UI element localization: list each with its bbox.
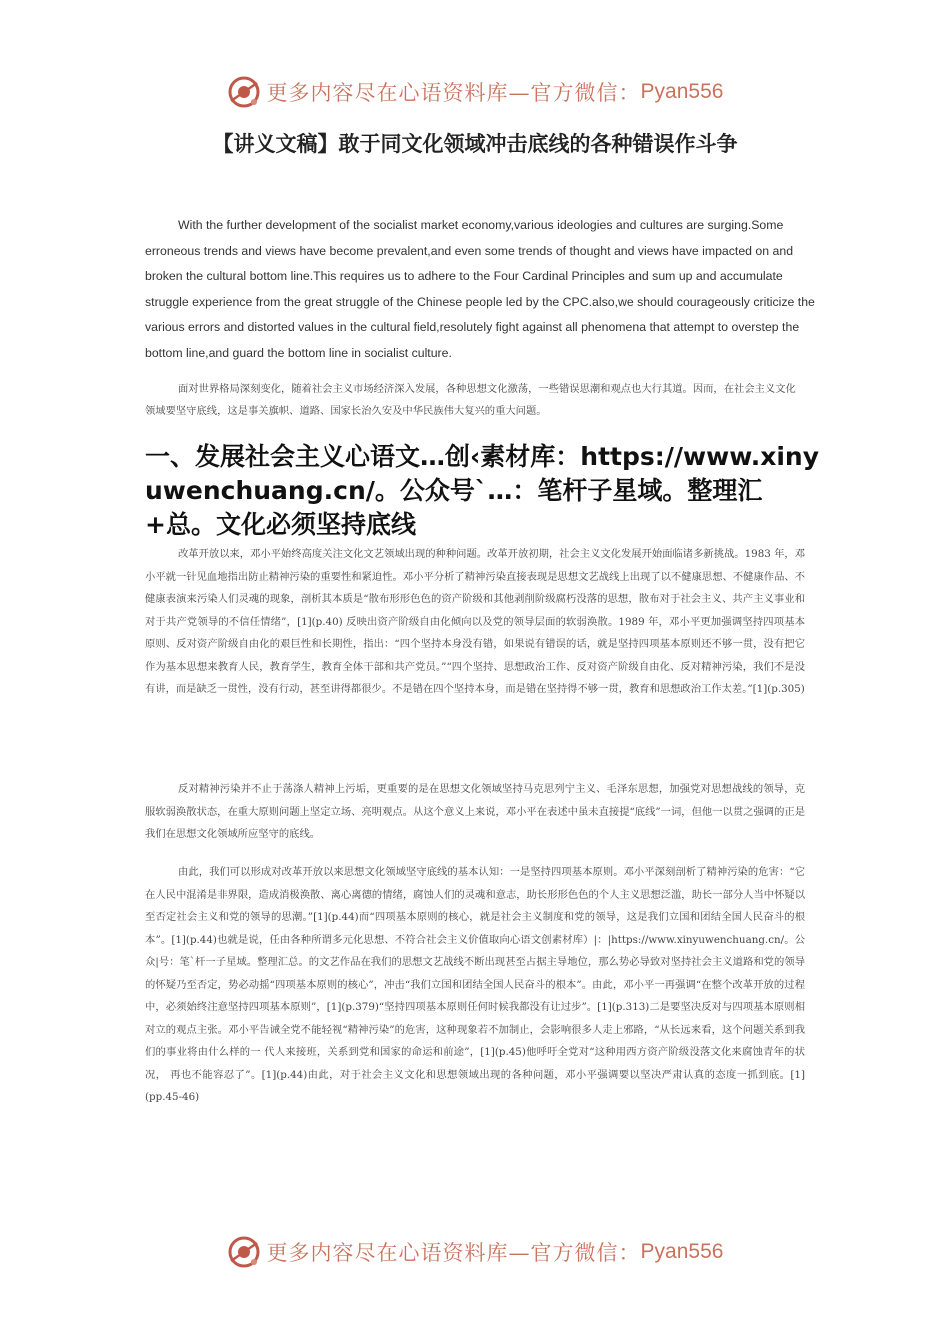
intro-paragraph: 面对世界格局深刻变化，随着社会主义市场经济深入发展，各种思想文化激荡，一些错误思潮和观点也大行其道。因而，在社会主义文化领域要坚守底线，这是事关旗帜、道路、国家长治久安及中华民族伟大复兴的重大问题。 (145, 383, 796, 417)
english-abstract: With the further development of the socialist market economy,various ideologies and cultures are surging.Some erroneous trends and views have become prevalent,and even some trends of thought and views have impacted on and broken the cultural bottom line.This requires us to adhere to the Four Cardinal Principles and sum up and accumulate struggle experience from the great struggle of the Chinese people led by the CPC.also,we should courageously criticize the various errors and distorted values in the cultural field,resolutely fight against all phenomena that attempt to overstep the bottom line,and guard the bottom line in socialist culture. (145, 218, 815, 360)
logo-icon (227, 75, 261, 109)
document-title: 【讲义文稿】敢于同文化领域冲击底线的各种错误作斗争 (212, 132, 738, 156)
logo-icon (227, 1235, 261, 1269)
body-paragraph: 由此，我们可以形成对改革开放以来思想文化领域坚守底线的基本认知：一是坚持四项基本原则。邓小平深刻剖析了精神污染的危害：“它在人民中混淆是非界限，造成消极涣散、离心离德的情绪，腐蚀人们的灵魂和意志，助长形形色色的个人主义思想泛滥，助长一部分人当中怀疑以至否定社会主义和党的领导的思潮。”[1](p.44)而“四项基本原则的核心，就是社会主义制度和党的领导，这是我们立国和团结全国人民奋斗的根本”。[1](p.44)也就是说，任由各种所谓多元化思想、不符合社会主义价值取向心语文创素材库）|：|https://www.xinyuwenchuang.cn/。公众|号：笔`杆一子星域。整理汇总。的文艺作品在我们的思想文艺战线不断出现甚至占据主导地位，那么势必导致对坚持社会主义道路和党的领导的怀疑乃至否定，势必动摇“四项基本原则的核心”，冲击“我们立国和团结全国人民奋斗的根本”。由此，邓小平一再强调“在整个改革开放的过程中，必须始终注意坚持四项基本原则”，[1](p.379)“坚持四项基本原则任何时候我都没有让过步”。[1](p.313)二是要坚决反对与四项基本原则相对立的观点主张。邓小平告诫全党不能轻视“精神污染”的危害，这种现象若不加制止，会影响很多人走上邪路，“从长远来看，这个问题关系到我们的事业将由什么样的一 代人来接班，关系到党和国家的命运和前途”，[1](p.45)他呼吁全党对“这种用西方资产阶级没落文化来腐蚀青年的状况， 再也不能容忍了”。[1](p.44)由此，对于社会主义文化和思想领域出现的各种问题，邓小平强调要以坚决严肃认真的态度一抓到底。[1](pp.45-46) (145, 866, 805, 1103)
header-banner (0, 72, 950, 112)
banner-text: 更多内容尽在心语资料库—官方微信： (266, 81, 641, 105)
footer-banner (0, 1232, 950, 1272)
body-paragraph: 反对精神污染并不止于荡涤人精神上污垢，更重要的是在思想文化领域坚持马克思列宁主义、毛泽东思想，加强党对思想战线的领导，克服软弱涣散状态，在重大原则问题上坚定立场、亮明观点。从这个意义上来说，邓小平在表述中虽未直接提“底线”一词，但他一以贯之强调的正是我们在思想文化领域所应坚守的底线。 (145, 783, 805, 840)
section-heading: 一、发展社会主义心语文…创‹素材库：https://www.xinyuwenchuang.cn/。公众号`…：笔杆子星域。整理汇+总。文化必须坚持底线 (145, 442, 820, 539)
banner-wechat-id: Pyan556 (640, 1240, 724, 1263)
body-paragraph: 改革开放以来，邓小平始终高度关注文化文艺领域出现的种种问题。改革开放初期，社会主义文化发展开始面临诸多新挑战。1983 年，邓小平就一针见血地指出防止精神污染的重要性和紧迫性。邓小平分析了精神污染直接表现是思想文艺战线上出现了以不健康思想、不健康作品、不健康表演来污染人们灵魂的现象，剖析其本质是“散布形形色色的资产阶级和其他剥削阶级腐朽没落的思想，散布对于社会主义、共产主义事业和对于共产党领导的不信任情绪”，[1](p.40) 反映出资产阶级自由化倾向以及党的领导层面的软弱涣散。1989 年，邓小平更加强调坚持四项基本原则、反对资产阶级自由化的艰巨性和长期性，指出：“四个坚持本身没有错，如果说有错误的话，就是坚持四项基本原则还不够一贯，没有把它作为基本思想来教育人民，教育学生，教育全体干部和共产党员。”“四个坚持、思想政治工作、反对资产阶级自由化、反对精神污染，我们不是没有讲，而是缺乏一贯性，没有行动，甚至讲得都很少。不是错在四个坚持本身，而是错在坚持得不够一贯，教育和思想政治工作太差。”[1](p.305) (145, 548, 805, 695)
banner-wechat-id: Pyan556 (640, 80, 724, 103)
banner-text: 更多内容尽在心语资料库—官方微信： (266, 1241, 641, 1265)
